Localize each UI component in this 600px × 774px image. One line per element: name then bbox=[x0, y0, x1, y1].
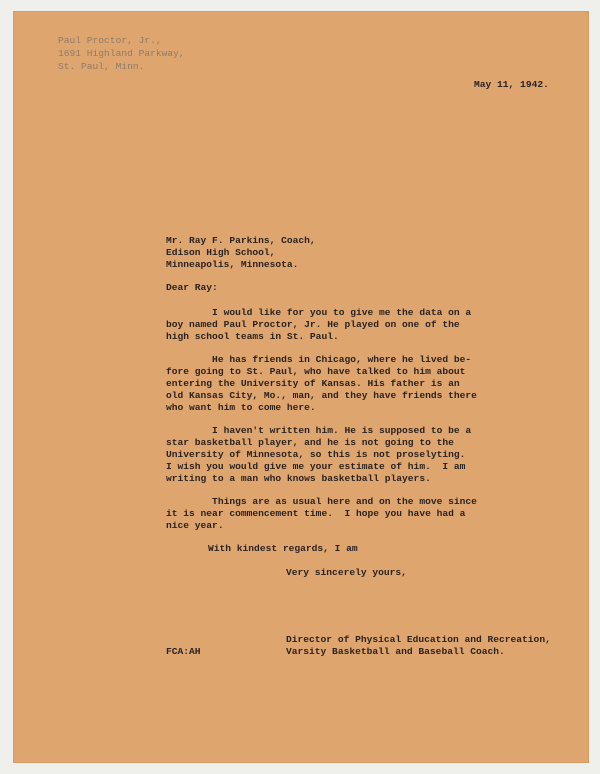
recipient-line: Minneapolis, Minnesota. bbox=[166, 259, 299, 270]
salutation: Dear Ray: bbox=[166, 282, 218, 293]
body-line: Things are as usual here and on the move since bbox=[166, 496, 477, 507]
body-line: fore going to St. Paul, who have talked to him about bbox=[166, 366, 466, 377]
typist-initials: FCA:AH bbox=[166, 646, 201, 657]
signoff: Very sincerely yours, bbox=[286, 567, 407, 578]
body-line: I wish you would give me your estimate of him. I am bbox=[166, 461, 466, 472]
closing-regards: With kindest regards, I am bbox=[208, 543, 358, 554]
body-line: writing to a man who knows basketball players. bbox=[166, 473, 431, 484]
signature-title-line: Varsity Basketball and Baseball Coach. bbox=[286, 646, 505, 657]
body-line: University of Minnesota, so this is not proselyting. bbox=[166, 449, 466, 460]
signature-title-line: Director of Physical Education and Recreation, bbox=[286, 634, 551, 645]
recipient-line: Edison High School, bbox=[166, 247, 276, 258]
recipient-line: Mr. Ray F. Parkins, Coach, bbox=[166, 235, 316, 246]
sender-line: St. Paul, Minn. bbox=[58, 61, 145, 72]
body-line: I haven't written him. He is supposed to be a bbox=[166, 425, 472, 436]
body-line: it is near commencement time. I hope you have had a bbox=[166, 508, 466, 519]
body-line: old Kansas City, Mo., man, and they have friends there bbox=[166, 390, 477, 401]
body-line: entering the University of Kansas. His father is an bbox=[166, 378, 460, 389]
body-line: who want him to come here. bbox=[166, 402, 316, 413]
body-line: boy named Paul Proctor, Jr. He played on one of the bbox=[166, 319, 460, 330]
body-line: I would like for you to give me the data on a bbox=[166, 307, 472, 318]
sender-line: 1691 Highland Parkway, bbox=[58, 48, 185, 59]
body-line: nice year. bbox=[166, 520, 224, 531]
letter-date: May 11, 1942. bbox=[474, 79, 549, 90]
sender-line: Paul Proctor, Jr., bbox=[58, 35, 162, 46]
body-line: star basketball player, and he is not going to the bbox=[166, 437, 454, 448]
body-line: high school teams in St. Paul. bbox=[166, 331, 339, 342]
body-line: He has friends in Chicago, where he lived be- bbox=[166, 354, 472, 365]
